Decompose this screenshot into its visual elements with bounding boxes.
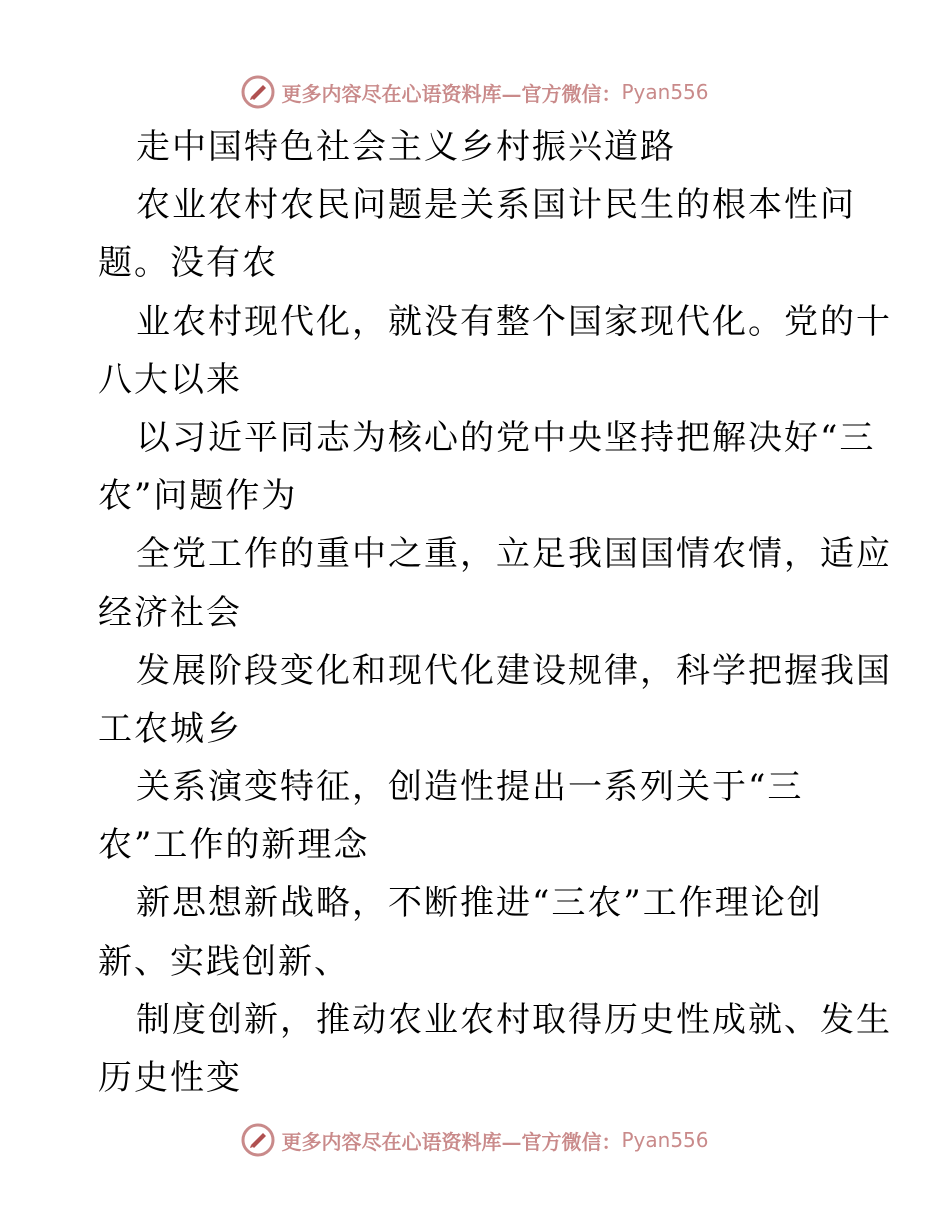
text-line: 农业农村农民问题是关系国计民生的根本性问 <box>136 185 856 226</box>
text-line: 全党工作的重中之重，立足我国国情农情，适应 <box>136 534 892 575</box>
text-line: 历史性变 <box>98 1058 242 1098</box>
footer-banner <box>0 1120 950 1160</box>
header-banner <box>0 72 950 112</box>
text-line: 农”问题作为 <box>98 476 298 517</box>
text-line: 走中国特色社会主义乡村振兴道路 <box>136 127 676 167</box>
logo-icon <box>241 1123 275 1157</box>
text-line: 制度创新，推动农业农村取得历史性成就、发生 <box>136 999 892 1040</box>
banner-wechat-id: Pyan556 <box>621 80 709 104</box>
document-body <box>98 118 892 1107</box>
text-line: 八大以来 <box>98 359 242 400</box>
text-line: 经济社会 <box>98 592 242 633</box>
text-line: 业农村现代化，就没有整个国家现代化。党的十 <box>136 301 892 342</box>
text-line: 新思想新战略，不断推进“三农”工作理论创 <box>136 883 823 924</box>
text-line: 关系演变特征，创造性提出一系列关于“三 <box>136 767 804 808</box>
banner-text: 更多内容尽在心语资料库—官方微信： <box>281 81 622 106</box>
logo-icon <box>241 75 275 109</box>
banner-text: 更多内容尽在心语资料库—官方微信： <box>281 1129 622 1154</box>
text-line: 工农城乡 <box>98 708 242 749</box>
banner-wechat-id: Pyan556 <box>621 1128 709 1152</box>
text-line: 以习近平同志为核心的党中央坚持把解决好“三 <box>136 417 876 458</box>
text-line: 发展阶段变化和现代化建设规律，科学把握我国 <box>136 650 892 691</box>
text-line: 农”工作的新理念 <box>98 825 370 866</box>
text-line: 题。没有农 <box>98 243 278 284</box>
text-line: 新、实践创新、 <box>98 941 350 982</box>
